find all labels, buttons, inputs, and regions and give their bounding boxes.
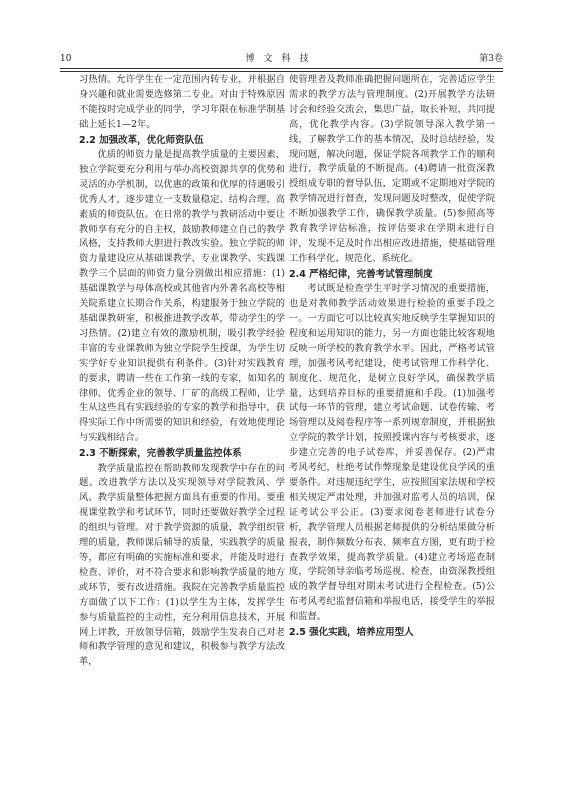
paragraph: 习热情。允许学生在一定范围内转专业，并根据自身兴趣和就业需要选修第二专业。对由于特殊原因不能按时完成学业的同学，学习年限在标准学制基础上延长1—2年。 [79,74,285,130]
paragraph: 使管理者及教师准确把握问题所在，完善适应学生需求的教学方法与管理制度。(2)开展教学方法研讨会和经验交流会，集思广益，取长补短，共同提高，优化教学内容。(3)学院领导深入教学第一线，了解教学工作的基本情况，及时总结经验，发现问题，解决问题，保证学院各项教学工作的顺利进行，教学质量的不断提高。(4)聘请一批资深教授组成专职的督导队伍，定期或不定期地对学院的教学情况进行督查，发现问题及时整改，促使学院不断加强教学工作，确保教学质量。(5)参照高等教育教学评估标准，按评估要求在学期末进行自评，发现不足及时作出相应改进措施，使基础管理工作科学化、规范化、系统化。 [289,74,495,264]
header-rule [60,68,503,72]
page-number: 10 [60,54,72,64]
section-heading: 2.3 不断探索，完善教学质量监控体系 [79,448,242,460]
volume-label: 第3卷 [479,54,503,64]
journal-title: 博文科技 [245,54,318,64]
paragraph: 教学质量监控在帮助教师发现教学中存在的问题、改进教学方法以及实现领导对学院教风、学风、教学质量整体把握方面具有重要的作用。要重视课堂教学和考试环节，同时还要做好教学全过程的组织与管理。对于教学资源的质量，教学组织管理的质量，教师课后辅导的质量，实践教学的质量等，都应有明确的实施标准和要求，并能及时进行检查、评价，对不符合要求和影响教学质量的地方或环节，要有改进措施。我院在完善教学质量监控方面做了以下工作：(1)以学生为主体，发挥学生参与质量监控的主动性，充分利用信息技术，开展网上评教，开放领导信箱，鼓励学生发表自己对老师和教学管理的意见和建议，积极参与教学方法改革， [79,462,285,668]
section-heading: 2.4 严格纪律，完善考试管理制度 [289,268,433,280]
page-header [60,52,503,66]
right-column [289,73,495,778]
section-heading: 2.5 强化实践，培养应用型人 [289,627,414,639]
paragraph: 考试既是检查学生平时学习情况的重要措施，也是对教师教学活动效果进行检验的重要手段之一。一方面它可以比较真实地反映学生掌握知识的程度和运用知识的能力，另一方面也能比较客观地反映一所学校的教育教学水平。因此，严格考试管理，加强考风考纪建设，使考试管理工作科学化、制度化、规范化，是树立良好学风，确保教学质量，达到培养目标的重要措施和手段。(1)加强考试每一环节的管理，建立考试命题、试卷传输、考场管理以及阅卷程序等一系列规章制度，并根据独立学院的教学计划，按照授课内容与考核要求，逐步建立完善的电子试卷库，并妥善保存。(2)严肃考风考纪，杜绝考试作弊现象是建设优良学风的重要条件。对违规违纪学生，应按照国家法规和学校相关规定严肃处理，并加强对监考人员的培训，保证考试公平公正。(3)要求阅卷老师进行试卷分析，教学管理人员根据老师提供的分析结果做分析报表，制作频数分布表、频率直方图，更有助于检查教学效果，提高教学质量。(4)建立考场巡查制度，学院领导亲临考场巡视、检查，由资深教授组成的教学督导组对期末考试进行全程检查。(5)公布考风考纪监督信箱和举报电话，接受学生的举报和监督。 [289,283,495,623]
section-heading: 2.2 加强改革，优化师资队伍 [79,134,204,146]
paragraph: 优质的师资力量是提高教学质量的主要因素，独立学院要充分利用与举办高校资源共享的优势和灵活的办学机制，以优惠的政策和优厚的待遇吸引优秀人才，逐步建立一支数量稳定、结构合理、高素质的师资队伍。在日常的教学与教研活动中要让教师享有充分的自主权，鼓励教师建立自己的教学风格，支持教师大胆进行教改实验。独立学院的师资力量建设应从基础课教学、专业课教学、实践课教学三个层面的师资力量分别做出相应措施：(1)基础课教学与母体高校或其他省内外著名高校等相关院系建立长期合作关系，构建服务于独立学院的基础课教研室，积极推进教学改革，带动学生的学习热情。(2)建立有效的激励机制，吸引教学经验丰富的专业课教师为独立学院学生授课，为学生切实学好专业知识提供有利条件。(3)针对实践教育的要求，聘请一些在工作第一线的专家，如知名的律师、优秀企业的领导、厂矿的高级工程师，让学生从这些具有实践经验的专家的教学和指导中，获得实际工作中所需要的知识和经验，有效地使理论与实践相结合。 [79,149,285,444]
left-column [79,73,285,778]
